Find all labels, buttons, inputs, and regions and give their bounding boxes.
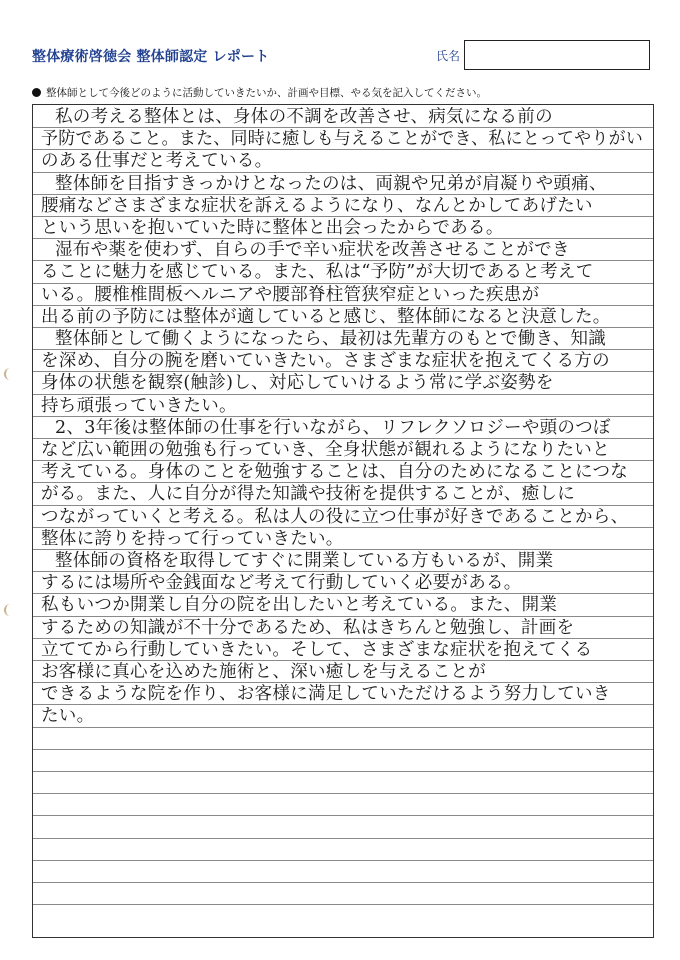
instruction-text — [32, 85, 487, 100]
report-line: 整体師を目指すきっかけとなったのは、両親や兄弟が肩凝りや頭痛、 — [55, 173, 607, 194]
ruled-line — [33, 838, 653, 839]
ruled-line — [33, 793, 653, 794]
report-line: お客様に真心を込めた施術と、深い癒しを与えることが — [41, 662, 486, 682]
report-line: など広い範囲の勉強も行っていき、全身状態が観れるようになりたいと — [41, 440, 610, 460]
report-line: 私もいつか開業し自分の院を出したいと考えている。また、開業 — [41, 595, 558, 616]
report-line: 私の考える整体とは、身体の不調を改善させ、病気になる前の — [55, 107, 553, 127]
report-line: を深め、自分の腕を磨いていきたい。さまざまな症状を抱えてくる方の — [41, 351, 610, 372]
bullet-icon — [32, 88, 41, 97]
ruled-line — [33, 815, 653, 816]
report-line: 予防であること。また、同時に癒しも与えることができ、私にとってやりがい — [41, 129, 644, 150]
name-label: 氏名 — [436, 49, 461, 63]
binder-hole-mark — [4, 368, 12, 380]
instruction-label: 整体師として今後どのように活動していきたいか、計画や目標、やる気を記入してください。 — [46, 87, 487, 99]
ruled-line — [33, 860, 653, 861]
report-title: 整体療術啓徳会 整体師認定 レポート — [32, 49, 270, 65]
report-line: 整体に誇りを持って行っていきたい。 — [41, 528, 344, 549]
report-line: つながっていくと考える。私は人の役に立つ仕事が好きであることから、 — [41, 506, 629, 527]
report-line: たい。 — [41, 706, 95, 727]
ruled-line — [33, 771, 653, 772]
report-line: という思いを抱いていた時に整体と出会ったからである。 — [41, 218, 504, 238]
report-line: 持ち頑張っていきたい。 — [41, 395, 237, 416]
report-line: 2、3年後は整体師の仕事を行いながら、リフレクソロジーや頭のつぼ — [55, 417, 611, 438]
report-line: 立ててから行動していきたい。そして、さまざまな症状を抱えてくる — [41, 639, 593, 660]
report-line: できるような院を作り、お客様に満足していただけるよう努力していき — [41, 684, 611, 705]
report-line: 整体師の資格を取得してすぐに開業している方もいるが、開業 — [55, 551, 554, 571]
report-line: するには場所や金銭面など考えて行動していく必要がある。 — [41, 573, 522, 594]
report-line: 湿布や薬を使わず、自らの手で辛い症状を改善させることができ — [55, 240, 570, 261]
report-line: 考えている。身体のことを勉強することは、自分のためになることにつな — [41, 462, 629, 483]
report-line: がる。また、人に自分が得た知識や技術を提供することが、癒しに — [41, 484, 575, 505]
binder-hole-mark — [4, 604, 12, 616]
name-field[interactable] — [464, 40, 650, 70]
report-line: のある仕事だと考えている。 — [41, 151, 273, 172]
report-writing-area — [32, 104, 654, 938]
report-line: いる。腰椎椎間板ヘルニアや腰部脊柱管狭窄症といった疾患が — [41, 284, 540, 305]
ruled-line — [33, 727, 653, 728]
ruled-line — [33, 882, 653, 883]
report-line: するための知識が不十分であるため、私はきちんと勉強し、計画を — [41, 617, 575, 638]
report-line: ることに魅力を感じている。また、私は“予防”が大切であると考えて — [41, 262, 594, 283]
report-line: 整体師として働くようになったら、最初は先輩方のもとで働き、知識 — [55, 329, 607, 349]
ruled-line — [33, 749, 653, 750]
report-line: 出る前の予防には整体が適していると感じ、整体師になると決意した。 — [41, 306, 611, 327]
ruled-line — [33, 904, 653, 905]
report-line: 腰痛などさまざまな症状を訴えるようになり、なんとかしてあげたい — [41, 195, 593, 216]
report-line: 身体の状態を観察(触診)し、対応していけるよう常に学ぶ姿勢を — [41, 373, 554, 394]
